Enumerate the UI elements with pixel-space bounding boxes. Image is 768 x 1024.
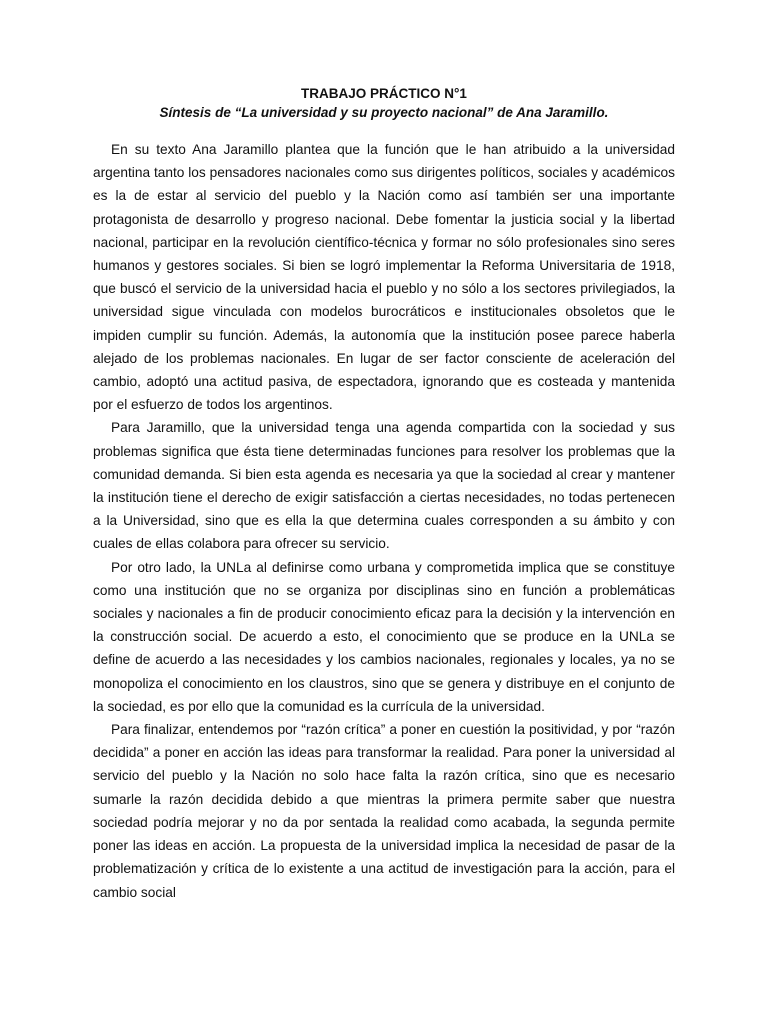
paragraph-2: Para Jaramillo, que la universidad tenga una agenda compartida con la sociedad y sus problemas significa que ésta tiene determinadas funciones para resolver los problemas que la comunidad demanda. Si bien esta agenda es necesaria ya que la sociedad al crear y mantener la institución tiene el derecho de exigir satisfacción a ciertas necesidades, no todas pertenecen a la Universidad, sino que es ella la que determina cuales corresponden a su ámbito y con cuales de ellas colabora para ofrecer su servicio. — [93, 420, 675, 552]
paragraph-1: En su texto Ana Jaramillo plantea que la función que le han atribuido a la universidad argentina tanto los pensadores nacionales como sus dirigentes políticos, sociales y académicos es la de estar al servicio del pueblo y la Nación como así también ser una importante protagonista de desarrollo y progreso nacional. Debe fomentar la justicia social y la libertad nacional, participar en la revolución científico-técnica y formar no sólo profesionales sino seres humanos y gestores sociales. Si bien se logró implementar la Reforma Universitaria de 1918, que buscó el servicio de la universidad hacia el pueblo y no sólo a los sectores privilegiados, la universidad sigue vinculada con modelos burocráticos e institucionales obsoletos que le impiden cumplir su función. Además, la autonomía que la institución posee parece haberla alejado de los problemas nacionales. En lugar de ser factor consciente de aceleración del cambio, adoptó una actitud pasiva, de espectadora, ignorando que es costeada y mantenida por el esfuerzo de todos los argentinos. — [93, 142, 675, 413]
document-title: TRABAJO PRÁCTICO N°1 — [301, 86, 467, 101]
document-page — [93, 84, 675, 904]
document-subtitle: Síntesis de “La universidad y su proyecto nacional” de Ana Jaramillo. — [159, 105, 609, 120]
paragraph-4: Para finalizar, entendemos por “razón crítica” a poner en cuestión la positividad, y por “razón decidida” a poner en acción las ideas para transformar la realidad. Para poner la universidad al servicio del pueblo y la Nación no solo hace falta la razón crítica, sino que es necesario sumarle la razón decidida debido a que mientras la primera permite saber que nuestra sociedad podría mejorar y no da por sentada la realidad como acabada, la segunda permite poner las ideas en acción. La propuesta de la universidad implica la necesidad de pasar de la problematización y crítica de lo existente a una actitud de investigación para la acción, para el cambio social — [93, 722, 675, 900]
paragraph-3: Por otro lado, la UNLa al definirse como urbana y comprometida implica que se constituye como una institución que no se organiza por disciplinas sino en función a problemáticas sociales y nacionales a fin de producir conocimiento eficaz para la decisión y la intervención en la construcción social. De acuerdo a esto, el conocimiento que se produce en la UNLa se define de acuerdo a las necesidades y los cambios nacionales, regionales y locales, ya no se monopoliza el conocimiento en los claustros, sino que se genera y distribuye en el conjunto de la sociedad, es por ello que la comunidad es la currícula de la universidad. — [93, 559, 675, 714]
